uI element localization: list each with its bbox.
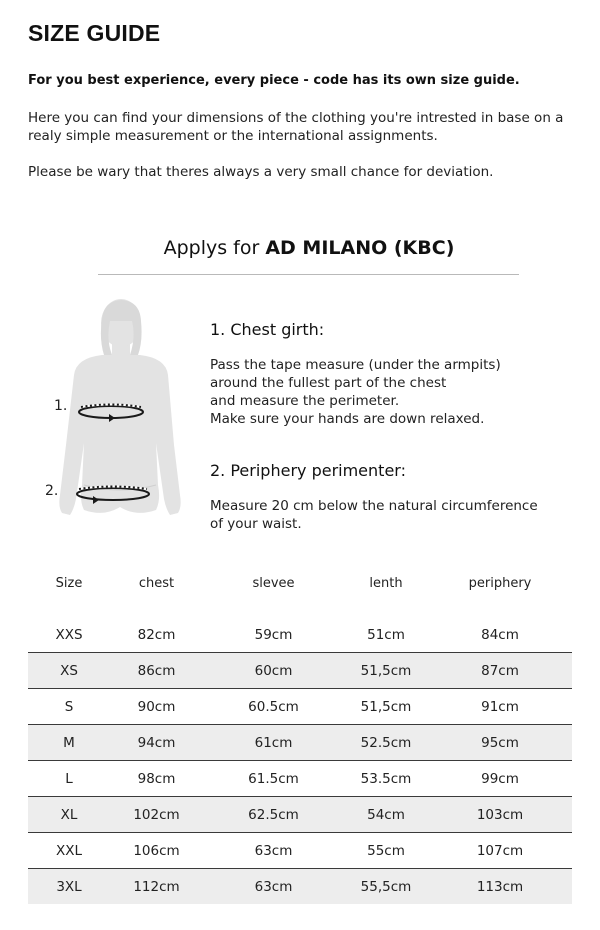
cell-length: 52.5cm (360, 734, 412, 751)
cell-size: L (65, 770, 73, 787)
table-header-row (28, 565, 572, 601)
cell-chest: 102cm (133, 806, 180, 823)
chest-line-3: and measure the perimeter. (210, 393, 400, 409)
cell-size: 3XL (56, 878, 82, 895)
body-silhouette-icon (40, 295, 200, 535)
chest-line-1: Pass the tape measure (under the armpits) (210, 357, 501, 373)
chest-girth-title: 1. Chest girth: (210, 320, 325, 339)
cell-sleeve: 63cm (254, 842, 293, 859)
size-table (28, 565, 572, 904)
table-row (28, 653, 572, 689)
cell-sleeve: 60cm (254, 662, 293, 679)
cell-length: 53.5cm (360, 770, 412, 787)
intro-bold-text: For you best experience, every piece - code has its own size guide. (28, 73, 520, 88)
cell-periphery: 113cm (476, 878, 524, 895)
cell-sleeve: 61cm (254, 734, 293, 751)
table-row (28, 689, 572, 725)
header-length: lenth (369, 575, 403, 591)
table-row (28, 725, 572, 761)
chest-line-2: around the fullest part of the chest (210, 375, 447, 391)
cell-length: 55,5cm (360, 878, 412, 895)
cell-size: XL (60, 806, 78, 823)
cell-periphery: 84cm (481, 626, 519, 643)
cell-chest: 98cm (137, 770, 176, 787)
cell-length: 51,5cm (360, 698, 412, 715)
cell-chest: 112cm (133, 878, 180, 895)
cell-periphery: 95cm (481, 734, 519, 751)
cell-periphery: 103cm (476, 806, 524, 823)
periphery-description (210, 497, 570, 533)
applies-heading (0, 237, 600, 259)
cell-sleeve: 62.5cm (248, 806, 299, 823)
header-size: Size (55, 575, 83, 591)
periphery-line-2: of your waist. (210, 516, 302, 532)
header-periphery: periphery (468, 575, 532, 591)
cell-chest: 90cm (137, 698, 176, 715)
deviation-note: Please be wary that theres always a very small chance for deviation. (28, 164, 494, 180)
cell-periphery: 91cm (481, 698, 519, 715)
section-divider (98, 274, 519, 275)
chest-girth-description (210, 356, 570, 428)
chest-line-4: Make sure your hands are down relaxed. (210, 411, 485, 427)
cell-chest: 82cm (137, 626, 176, 643)
cell-size: XXL (55, 842, 83, 859)
chest-marker: 1. (54, 398, 68, 414)
table-row (28, 797, 572, 833)
cell-length: 54cm (367, 806, 405, 823)
cell-size: S (64, 698, 74, 715)
cell-periphery: 99cm (481, 770, 519, 787)
cell-periphery: 87cm (481, 662, 519, 679)
applies-brand: AD MILANO (KBC) (265, 237, 455, 259)
periphery-line-1: Measure 20 cm below the natural circumference (210, 498, 538, 514)
cell-chest: 86cm (137, 662, 176, 679)
cell-sleeve: 60.5cm (248, 698, 299, 715)
cell-length: 51,5cm (360, 662, 412, 679)
cell-sleeve: 61.5cm (248, 770, 299, 787)
table-row (28, 617, 572, 653)
cell-chest: 94cm (137, 734, 176, 751)
cell-length: 55cm (367, 842, 405, 859)
cell-length: 51cm (367, 626, 405, 643)
cell-sleeve: 59cm (254, 626, 293, 643)
periphery-title: 2. Periphery perimenter: (210, 461, 406, 480)
periphery-marker: 2. (45, 483, 59, 499)
table-row (28, 869, 572, 905)
table-row (28, 833, 572, 869)
cell-chest: 106cm (133, 842, 180, 859)
cell-size: M (63, 734, 75, 751)
table-row (28, 761, 572, 797)
cell-sleeve: 63cm (254, 878, 293, 895)
cell-periphery: 107cm (476, 842, 524, 859)
applies-prefix: Applys for (163, 237, 266, 259)
body-figure (40, 295, 200, 535)
header-sleeve: slevee (252, 575, 295, 591)
intro-paragraph: Here you can find your dimensions of the clothing you're intrested in base on a realy simple measurement or the international assignments. (28, 110, 564, 144)
page-title: SIZE GUIDE (28, 20, 161, 46)
cell-size: XS (60, 662, 78, 679)
header-chest: chest (138, 575, 175, 591)
cell-size: XXS (55, 626, 83, 643)
